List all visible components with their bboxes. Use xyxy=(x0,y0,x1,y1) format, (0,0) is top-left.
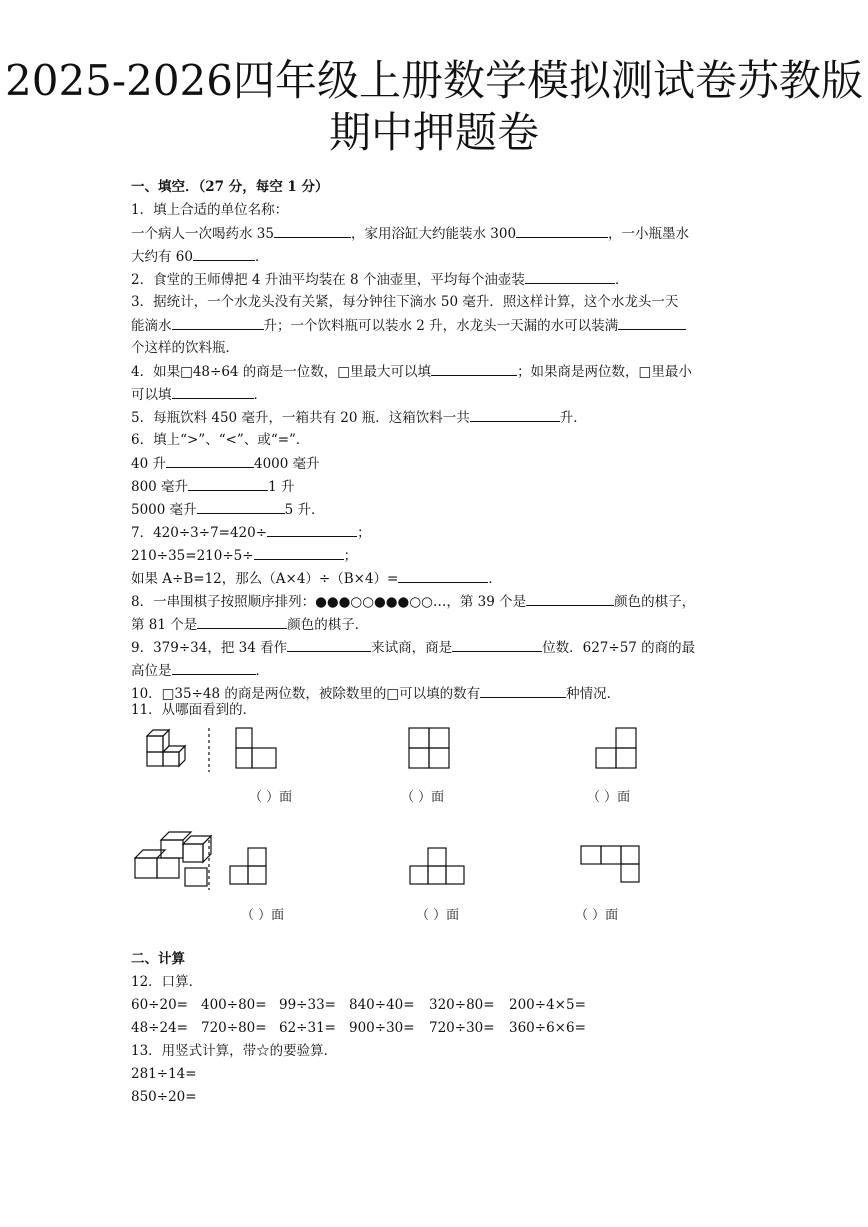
q3-blank-1[interactable] xyxy=(172,317,264,330)
q9-text-b: 来试商，商是 xyxy=(371,640,453,656)
oral-row-2 xyxy=(131,1020,586,1036)
q6-line-1 xyxy=(131,455,320,472)
view-1c-icon xyxy=(596,728,636,768)
q8-text-a: 8．一串围棋子按照顺序排列：●●●○○●●●○○…，第 39 个是 xyxy=(131,594,527,610)
q8-line-2 xyxy=(131,616,368,633)
q4-blank-2[interactable] xyxy=(172,386,254,399)
q2-blank[interactable] xyxy=(525,271,615,284)
q9-blank-1[interactable] xyxy=(287,639,371,652)
q2-text-b: ． xyxy=(614,272,629,288)
q11-heading: 11．从哪面看到的． xyxy=(131,702,257,718)
q8-blank-2[interactable] xyxy=(197,616,287,629)
q7-3-text: 如果 A÷B=12，那么（A×4）÷（B×4）= xyxy=(131,571,399,587)
q6-2-left: 800 毫升 xyxy=(131,479,189,495)
q11-figure-drawing xyxy=(131,722,643,922)
q1-text-c: ，一小瓶墨水 xyxy=(608,226,690,242)
oral-item: 62÷31= xyxy=(279,1020,336,1036)
q12-heading: 12．口算． xyxy=(131,974,203,990)
q1-blank-1[interactable] xyxy=(274,225,351,238)
q3-line-2 xyxy=(131,317,686,334)
q9-blank-2[interactable] xyxy=(452,639,542,652)
q5-blank[interactable] xyxy=(470,409,560,422)
view-1b-icon xyxy=(409,728,449,768)
q9-text-c: 位数．627÷57 的商的最 xyxy=(542,640,696,656)
oral-item: 200÷4×5= xyxy=(509,997,586,1013)
q11-caption-1b: （ ）面 xyxy=(401,790,445,805)
q10-text-a: 10．□35÷48 的商是两位数，被除数里的□可以填的数有 xyxy=(131,686,481,702)
q7-blank-1[interactable] xyxy=(267,524,357,537)
q7-line-3 xyxy=(131,570,502,587)
q11-caption-2b: （ ）面 xyxy=(416,908,460,923)
q1-blank-2[interactable] xyxy=(516,225,608,238)
q5-text-a: 5．每瓶饮料 450 毫升，一箱共有 20 瓶．这箱饮料一共 xyxy=(131,410,470,426)
view-1a-icon xyxy=(236,728,276,768)
q3-text-c: 升；一个饮料瓶可以装水 2 升，水龙头一天漏的水可以装满 xyxy=(263,318,619,334)
q4-blank-1[interactable] xyxy=(431,363,517,376)
oral-item: 720÷80= xyxy=(201,1020,267,1036)
q11-caption-1a: （ ）面 xyxy=(249,790,293,805)
q7-3-end: ． xyxy=(488,571,502,587)
q2-line xyxy=(131,271,628,288)
q5-line xyxy=(131,409,587,426)
oral-item: 720÷30= xyxy=(429,1020,495,1036)
q4-text-b: ；如果商是两位数，□里最小 xyxy=(517,364,692,380)
q3-line-3: 个这样的饮料瓶． xyxy=(131,340,239,356)
title-line-2: 期中押题卷 xyxy=(328,108,539,157)
oral-row-1 xyxy=(131,997,586,1013)
q13-heading: 13．用竖式计算，带☆的要验算． xyxy=(131,1043,338,1059)
q7-1-end: ； xyxy=(357,525,371,541)
section-2-heading: 二、计算 xyxy=(131,951,185,967)
q10-blank[interactable] xyxy=(480,685,566,698)
q4-line-2 xyxy=(131,386,267,403)
oral-item: 840÷40= xyxy=(349,997,415,1013)
view-2b-icon xyxy=(410,848,464,884)
q8-line-1 xyxy=(131,593,695,610)
q8-text-c: 第 81 个是 xyxy=(131,617,198,633)
q3-text-b: 能滴水 xyxy=(131,318,172,334)
q6-line-2 xyxy=(131,478,294,495)
q4-line-1 xyxy=(131,363,692,380)
q4-text-d: ． xyxy=(253,387,267,403)
oral-item: 99÷33= xyxy=(279,997,336,1013)
q3-blank-2[interactable] xyxy=(618,317,686,330)
oral-item: 400÷80= xyxy=(201,997,267,1013)
oral-item: 48÷24= xyxy=(131,1020,188,1036)
q7-2-end: ； xyxy=(343,548,358,564)
q7-line-2 xyxy=(131,547,357,564)
q11-caption-1c: （ ）面 xyxy=(587,790,631,805)
cube-stack-2-icon xyxy=(135,832,211,886)
oral-item: 60÷20= xyxy=(131,997,188,1013)
q1-text-b: ，家用浴缸大约能装水 300 xyxy=(350,226,517,242)
section-1-heading: 一、填空．（27 分，每空 1 分） xyxy=(131,179,329,195)
oral-item: 360÷6×6= xyxy=(509,1020,586,1036)
q6-blank-1[interactable] xyxy=(166,455,254,468)
q4-text-c: 可以填 xyxy=(131,387,172,403)
q10-text-b: 种情况． xyxy=(566,686,621,702)
q6-1-left: 40 升 xyxy=(131,456,166,472)
q1-text-e: ． xyxy=(254,249,269,265)
q7-blank-3[interactable] xyxy=(398,570,488,583)
q8-text-b: 颜色的棋子， xyxy=(614,594,696,610)
q5-text-b: 升． xyxy=(559,410,587,426)
q11-caption-2c: （ ）面 xyxy=(575,908,619,923)
q2-text-a: 2．食堂的王师傅把 4 升油平均装在 8 个油壶里，平均每个油壶装 xyxy=(131,272,525,288)
q6-blank-3[interactable] xyxy=(197,501,285,514)
q10-line xyxy=(131,685,620,702)
q7-line-1 xyxy=(131,524,371,541)
q7-2-text: 210÷35=210÷5÷ xyxy=(131,548,254,564)
q8-blank-1[interactable] xyxy=(526,593,614,606)
q1-text-d: 大约有 60 xyxy=(131,249,193,265)
q7-1-text: 7．420÷3÷7=420÷ xyxy=(131,525,268,541)
q1-blank-3[interactable] xyxy=(193,248,255,261)
view-2c-icon xyxy=(581,846,639,882)
title-line-1: 2025-2026四年级上册数学模拟测试卷苏教版 xyxy=(5,56,863,105)
q6-2-right: 1 升 xyxy=(268,479,295,495)
q9-text-e: ． xyxy=(255,663,269,679)
cube-stack-1-icon xyxy=(147,730,185,766)
q7-blank-2[interactable] xyxy=(254,547,344,560)
q13-item-2: 850÷20= xyxy=(131,1089,197,1105)
q6-heading: 6．填上“>”、“<”、或“=”． xyxy=(131,432,310,448)
q6-1-right: 4000 毫升 xyxy=(253,456,320,472)
q6-blank-2[interactable] xyxy=(188,478,268,491)
oral-item: 900÷30= xyxy=(349,1020,415,1036)
q8-text-d: 颜色的棋子． xyxy=(287,617,369,633)
q6-line-3 xyxy=(131,501,325,518)
q3-line-1: 3．据统计，一个水龙头没有关紧，每分钟往下滴水 50 毫升．照这样计算，这个水龙头一天 xyxy=(131,294,679,310)
q13-item-1: 281÷14= xyxy=(131,1066,197,1082)
view-2a-icon xyxy=(230,848,266,884)
q11-caption-2a: （ ）面 xyxy=(241,908,285,923)
q9-text-d: 高位是 xyxy=(131,663,172,679)
q9-blank-3[interactable] xyxy=(172,662,256,675)
q1-line-1 xyxy=(131,225,689,242)
q4-text-a: 4．如果□48÷64 的商是一位数，□里最大可以填 xyxy=(131,364,432,380)
q1-line-2 xyxy=(131,248,268,265)
q9-line-1 xyxy=(131,639,695,656)
q6-3-left: 5000 毫升 xyxy=(131,502,197,518)
oral-item: 320÷80= xyxy=(429,997,495,1013)
q1-text-a: 一个病人一次喝药水 35 xyxy=(131,226,274,242)
q11-figures xyxy=(131,722,643,922)
q1-heading: 1．填上合适的单位名称： xyxy=(131,202,289,218)
q9-line-2 xyxy=(131,662,269,679)
q9-text-a: 9．379÷34，把 34 看作 xyxy=(131,640,288,656)
q6-3-right: 5 升． xyxy=(284,502,325,518)
